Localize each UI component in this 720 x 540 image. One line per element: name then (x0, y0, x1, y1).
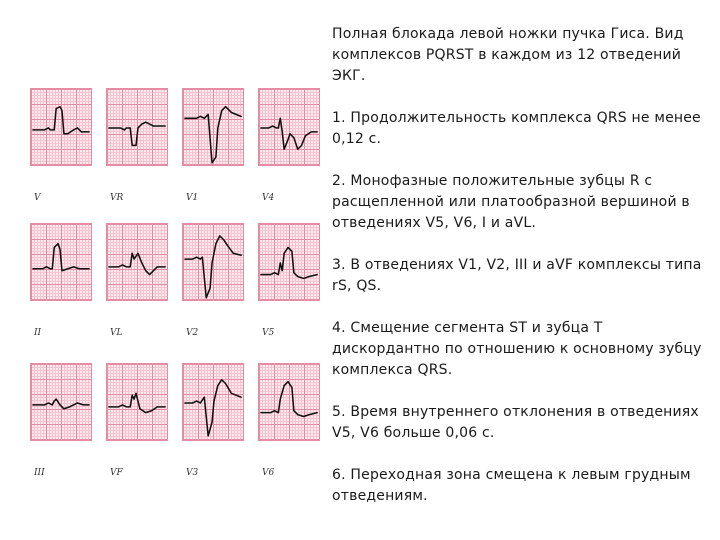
ecg-panel-v6 (258, 363, 320, 441)
ecg-panel-iii (30, 363, 92, 441)
criterion-5: 5. Время внутреннего отклонения в отведениях V5, V6 больше 0,06 с. (332, 404, 699, 441)
lead-label: III (34, 468, 45, 478)
criterion-6: 6. Переходная зона смещена к левым грудным отведениям. (332, 467, 691, 504)
lead-label: V3 (186, 468, 199, 478)
ecg-panel-v3 (182, 363, 244, 441)
ecg-panel-v2 (182, 223, 244, 301)
lead-label: V (34, 193, 41, 203)
lead-label: VR (110, 193, 124, 203)
ecg-panel-v (30, 88, 92, 166)
ecg-panel-v1 (182, 88, 244, 166)
ecg-figure (30, 88, 325, 483)
ecg-panel-v4 (258, 88, 320, 166)
lead-label: II (34, 328, 42, 338)
lead-label: V6 (262, 468, 275, 478)
ecg-panel-vf (106, 363, 168, 441)
ecg-panel-ii (30, 223, 92, 301)
ecg-panel-vr (106, 88, 168, 166)
ecg-panel-v5 (258, 223, 320, 301)
lead-label: V4 (262, 193, 275, 203)
lead-label: VF (110, 468, 123, 478)
lead-label: V1 (186, 193, 199, 203)
criterion-2: 2. Монофазные положительные зубцы R с расщепленной или платообразной вершиной в отведениях V5, V6, I и aVL. (332, 173, 690, 231)
intro-text: Полная блокада левой ножки пучка Гиса. Вид комплексов PQRST в каждом из 12 отведений ЭКГ. (332, 26, 684, 84)
lead-label: V5 (262, 328, 275, 338)
lead-label: VL (110, 328, 123, 338)
lead-label: V2 (186, 328, 199, 338)
criterion-3: 3. В отведениях V1, V2, III и aVF комплексы типа rS, QS. (332, 257, 702, 294)
ecg-panel-vl (106, 223, 168, 301)
criterion-1: 1. Продолжительность комплекса QRS не менее 0,12 с. (332, 110, 701, 147)
text-block (332, 24, 702, 528)
criterion-4: 4. Смещение сегмента ST и зубца T дискордантно по отношению к основному зубцу комплекса QRS. (332, 320, 702, 378)
